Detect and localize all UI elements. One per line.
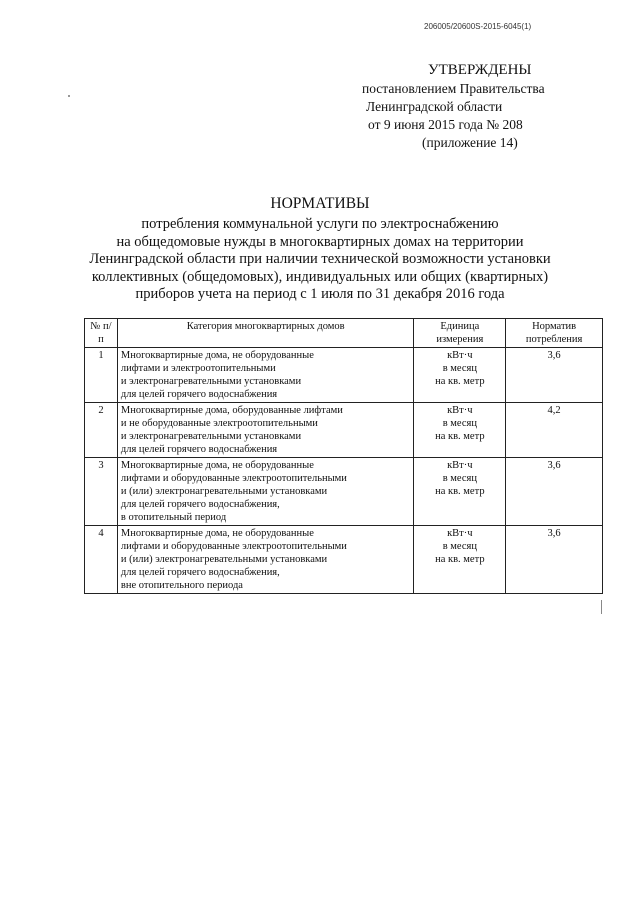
- unit-line: кВт·ч: [447, 460, 473, 471]
- header-text: Категория: [186, 321, 233, 332]
- approval-line: постановлением Правительства: [362, 81, 545, 96]
- category-line: для целей горячего водоснабжения: [120, 389, 278, 400]
- unit-line: кВт·ч: [447, 350, 473, 361]
- approval-title: УТВЕРЖДЕНЫ: [428, 62, 532, 78]
- category-line: Многоквартирные дома, не оборудованные: [120, 350, 314, 361]
- row-num: 2: [85, 403, 118, 458]
- approval-line: Ленинградской области: [366, 99, 503, 114]
- category-line: Многоквартирные дома, не оборудованные: [120, 460, 314, 471]
- approval-annex: (приложение 14): [422, 135, 518, 150]
- category-line: для целей горячего водоснабжения,: [120, 567, 280, 578]
- document-heading: [60, 194, 580, 304]
- row-category: [117, 526, 414, 594]
- row-norm: 3,6: [506, 526, 603, 594]
- unit-line: на кв. метр: [435, 486, 485, 497]
- table-row: [85, 348, 603, 403]
- unit-line: на кв. метр: [435, 554, 485, 565]
- subtitle-line: Ленинградской области при наличии технической возможности установки: [89, 251, 551, 267]
- unit-line: кВт·ч: [447, 528, 473, 539]
- category-line: и электронагревательными установками: [120, 376, 302, 387]
- header-text: Единица: [440, 321, 480, 332]
- scan-mark: [601, 600, 602, 614]
- subtitle-line: коллективных (общедомовых), индивидуальных или общих (квартирных): [91, 268, 549, 285]
- header-text: Норматив: [532, 321, 577, 332]
- row-unit: [414, 348, 506, 403]
- row-norm: 4,2: [506, 403, 603, 458]
- document-id: 206005/20600S-2015-6045(1): [424, 22, 532, 31]
- row-unit: [414, 458, 506, 526]
- category-line: в отопительный период: [120, 512, 227, 523]
- category-line: и (или) электронагревательными установками: [120, 554, 328, 565]
- category-line: вне отопительного периода: [120, 580, 243, 591]
- category-line: и (или) электронагревательными установками: [120, 486, 328, 497]
- subtitle-line: потребления коммунальной услуги по электроснабжению: [141, 216, 499, 232]
- row-num: 4: [85, 526, 118, 594]
- category-line: лифтами и электроотопительными: [120, 363, 276, 374]
- category-line: для целей горячего водоснабжения,: [120, 499, 280, 510]
- row-num: 1: [85, 348, 118, 403]
- table-row: [85, 403, 603, 458]
- category-line: и не оборудованные электроотопительными: [120, 418, 318, 429]
- header-text: многоквартирных домов: [234, 321, 345, 332]
- unit-line: в месяц: [442, 363, 477, 374]
- unit-line: на кв. метр: [435, 376, 485, 387]
- norms-table: [84, 318, 603, 594]
- header-category: [117, 319, 414, 348]
- row-category: [117, 348, 414, 403]
- unit-line: на кв. метр: [435, 431, 485, 442]
- header-text: п/п: [98, 321, 112, 345]
- category-line: Многоквартирные дома, не оборудованные: [120, 528, 314, 539]
- row-unit: [414, 526, 506, 594]
- document-title: НОРМАТИВЫ: [270, 195, 370, 212]
- row-norm: 3,6: [506, 458, 603, 526]
- category-line: лифтами и оборудованные электроотопительными: [120, 473, 347, 484]
- approval-date: от 9 июня 2015 года № 208: [368, 117, 523, 132]
- category-line: и электронагревательными установками: [120, 431, 302, 442]
- category-line: лифтами и оборудованные электроотопительными: [120, 541, 347, 552]
- subtitle-line: приборов учета на период с 1 июля по 31 декабря 2016 года: [135, 286, 505, 302]
- row-category: [117, 403, 414, 458]
- approval-block: [362, 60, 582, 152]
- unit-line: в месяц: [442, 418, 477, 429]
- scan-speck: [68, 95, 70, 97]
- header-unit: [414, 319, 506, 348]
- row-unit: [414, 403, 506, 458]
- unit-line: в месяц: [442, 473, 477, 484]
- row-num: 3: [85, 458, 118, 526]
- header-num: [85, 319, 118, 348]
- category-line: Многоквартирные дома, оборудованные лифтами: [120, 405, 343, 416]
- header-text: №: [90, 321, 101, 332]
- category-line: для целей горячего водоснабжения: [120, 444, 278, 455]
- row-norm: 3,6: [506, 348, 603, 403]
- unit-line: в месяц: [442, 541, 477, 552]
- header-text: потребления: [525, 334, 583, 345]
- table-row: [85, 458, 603, 526]
- subtitle-line: на общедомовые нужды в многоквартирных домах на территории: [116, 233, 524, 250]
- header-norm: [506, 319, 603, 348]
- unit-line: кВт·ч: [447, 405, 473, 416]
- row-category: [117, 458, 414, 526]
- header-text: измерения: [436, 334, 484, 345]
- table-header-row: [85, 319, 603, 348]
- table-row: [85, 526, 603, 594]
